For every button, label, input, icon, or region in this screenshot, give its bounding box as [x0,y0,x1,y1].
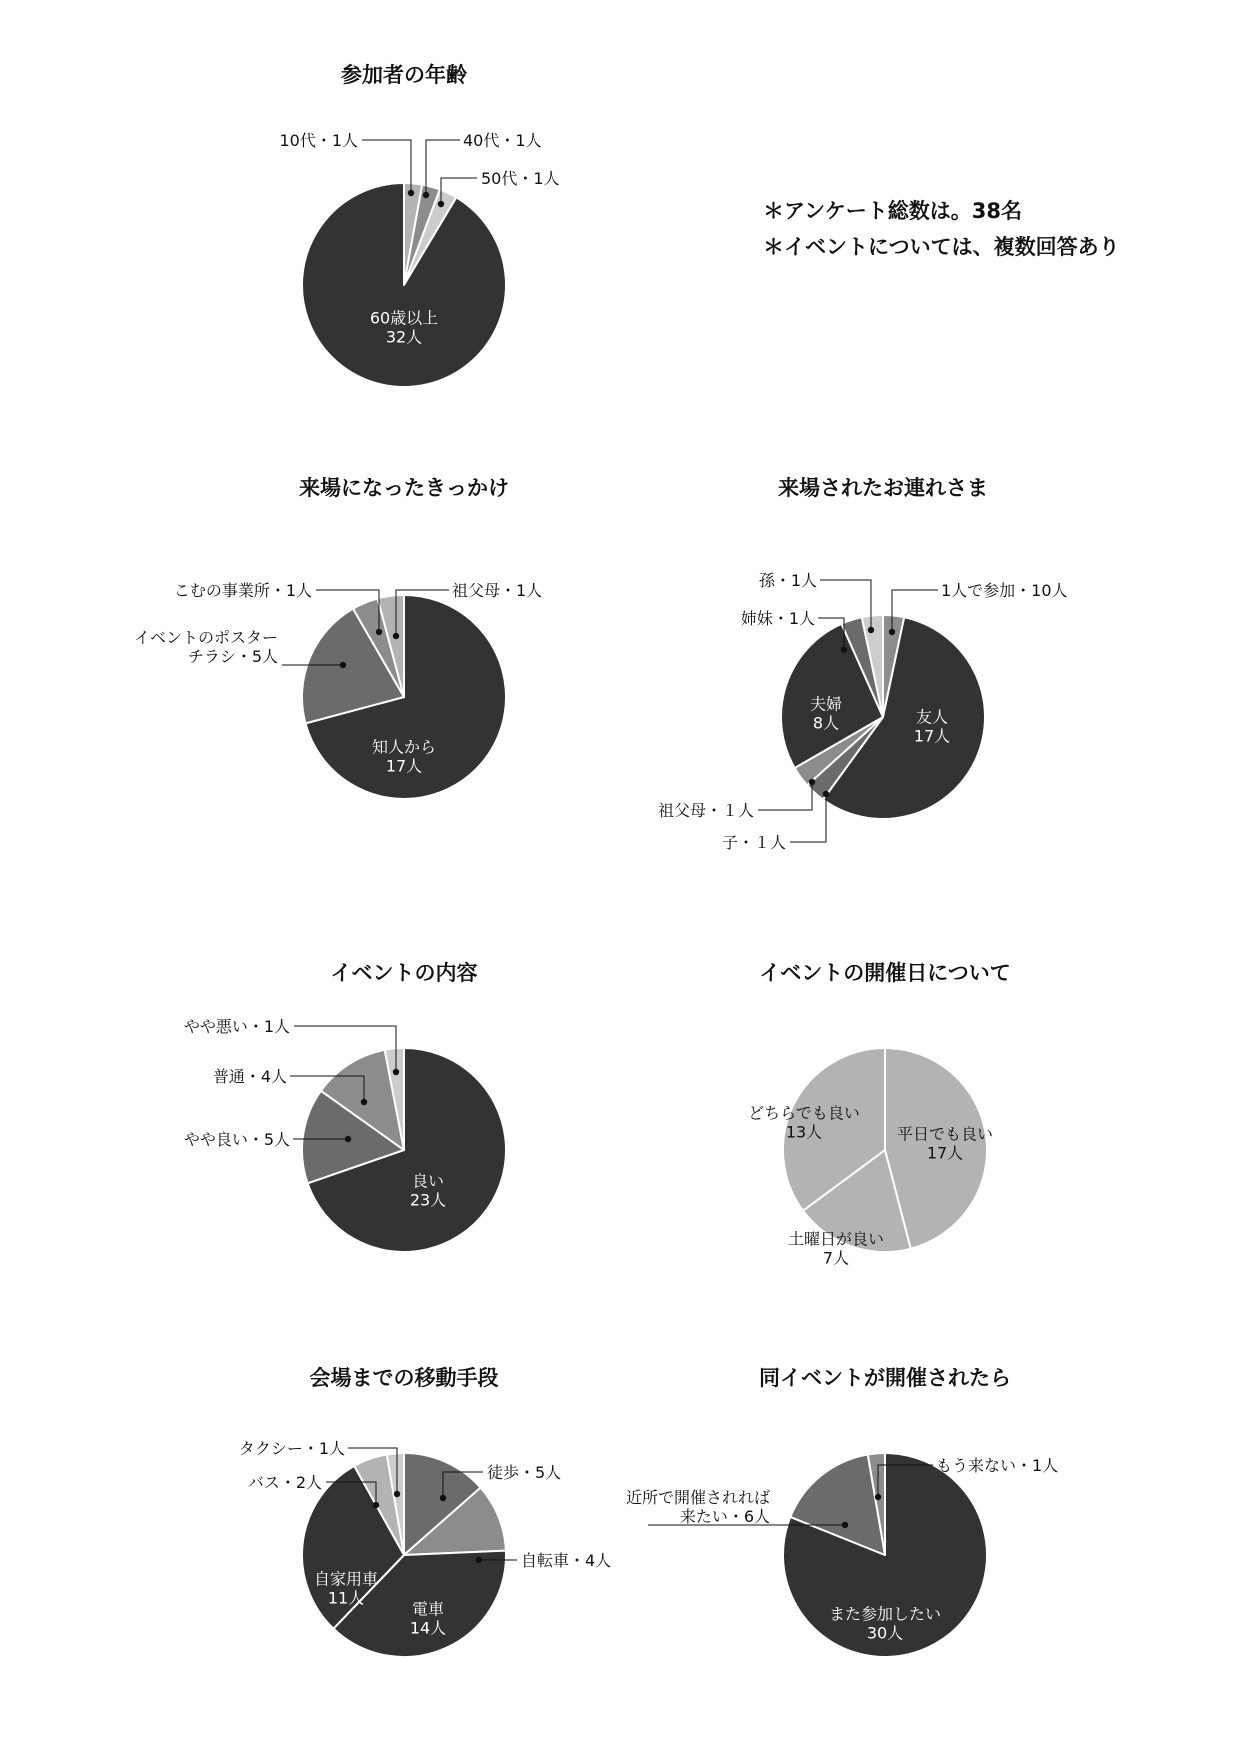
slice-label: また参加したい 30人 [828,1604,942,1643]
slice-label: 1人で参加・10人 [941,581,1068,600]
leader-dot [868,627,874,633]
note-multiple-answers: ＊イベントについては、複数回答あり [763,235,1120,259]
slice-label: 10代・1人 [279,131,358,150]
leader-dot [875,1494,881,1500]
leader-dot [842,1522,848,1528]
slice-label: 40代・1人 [463,131,542,150]
slice-label: 普通・4人 [212,1067,287,1086]
slice-label: こむの事業所・1人 [173,581,312,600]
leader-dot [393,633,399,639]
chart-title: 参加者の年齢 [341,63,467,87]
charts-layer [134,63,1068,1657]
chart-title: 来場されたお連れさま [778,476,988,500]
leader-line [758,782,812,810]
slice-label: 自家用車 11人 [313,1569,379,1608]
pie-chart-4 [184,961,506,1252]
pie-chart-2 [134,476,542,799]
slice-label: やや良い・5人 [183,1130,290,1149]
leader-dot [373,1502,379,1508]
slice-label: 50代・1人 [481,169,560,188]
leader-dot [423,192,429,198]
chart-title: イベントの開催日について [759,961,1011,985]
slice-label: 60歳以上 32人 [369,308,439,347]
pie-chart-1 [279,63,559,387]
slice-label: 姉妹・1人 [740,609,815,628]
slice-label: やや悪い・1人 [183,1017,290,1036]
slice-label: もう来ない・1人 [936,1456,1059,1475]
leader-dot [438,201,444,207]
leader-dot [408,190,414,196]
leader-dot [376,629,382,635]
leader-dot [841,647,847,653]
leader-dot [823,791,829,797]
slice-label: バス・2人 [247,1473,322,1492]
slice-label: 夫婦 8人 [809,694,843,733]
slice-label: 祖父母・１人 [657,801,754,820]
slice-label: どちらでも良い 13人 [748,1103,860,1142]
slice-label: 良い 23人 [409,1171,447,1210]
pie-chart-3 [658,476,1068,852]
slice-label: 電車 14人 [409,1599,447,1638]
slice-label: 孫・1人 [758,571,817,590]
slice-label: タクシー・1人 [238,1439,345,1458]
leader-dot [361,1099,367,1105]
leader-dot [476,1557,482,1563]
slice-label: 徒歩・5人 [487,1463,562,1482]
slice-label: 自転車・4人 [521,1551,612,1570]
slice-label: 土曜日が良い 7人 [787,1229,885,1268]
slice-label: イベントのポスターチラシ・5人 [133,628,278,666]
chart-title: 同イベントが開催されたら [759,1366,1011,1390]
leader-dot [345,1136,351,1142]
slice-label: 子・１人 [721,833,786,852]
pie-chart-5 [748,961,1011,1268]
pie-slice [302,183,506,387]
slice-label: 祖父母・1人 [452,581,543,600]
leader-line [790,794,826,842]
leader-dot [889,629,895,635]
slice-label: 知人から 17人 [371,737,437,776]
pie-chart-7 [626,1366,1058,1657]
chart-title: 会場までの移動手段 [309,1366,499,1390]
leader-dot [809,779,815,785]
chart-title: 来場になったきっかけ [299,476,509,500]
pie-chart-6 [239,1366,611,1657]
slice-label: 平日でも良い 17人 [896,1124,994,1163]
leader-dot [393,1069,399,1075]
slice-label: 友人 17人 [913,707,951,746]
slice-label: 近所で開催されれば来たい・6人 [625,1488,770,1526]
note-total: ＊アンケート総数は。38名 [763,199,1022,223]
leader-dot [340,662,346,668]
leader-dot [394,1491,400,1497]
leader-dot [440,1495,446,1501]
chart-title: イベントの内容 [330,961,478,985]
